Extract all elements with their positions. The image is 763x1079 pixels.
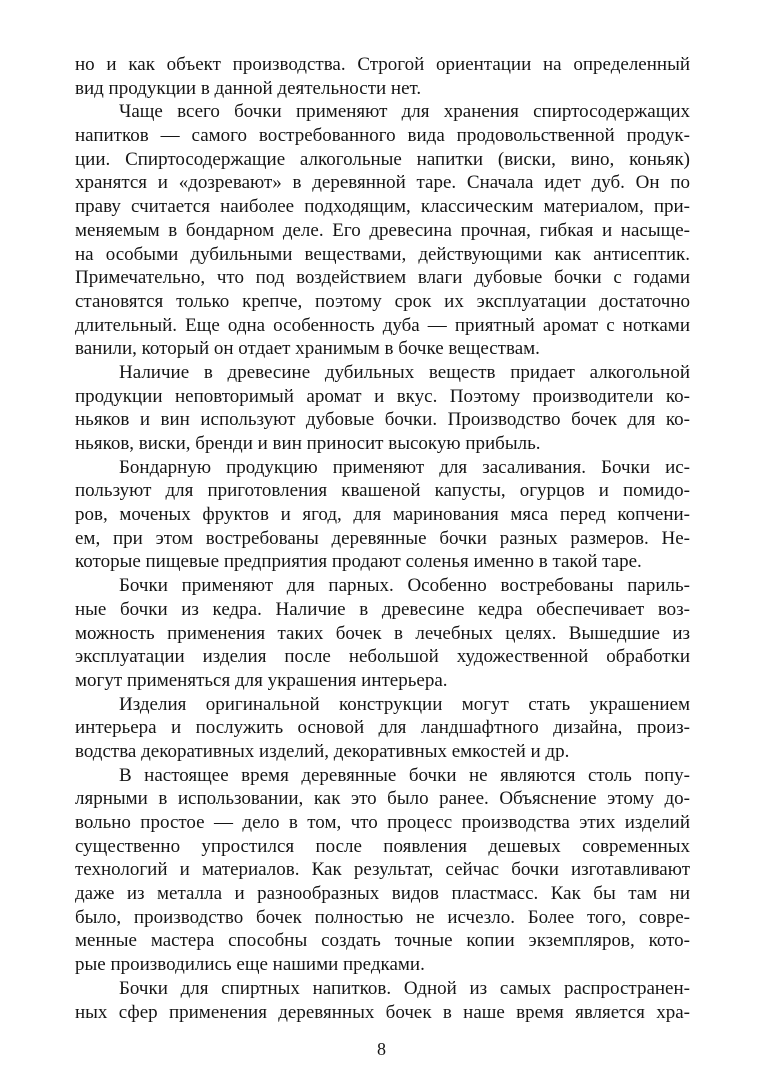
text-line: но и как объект производства. Строгой ориентации на определенный: [75, 54, 690, 75]
text-line: Примечательно, что под воздействием влаги дубовые бочки с годами: [75, 267, 690, 289]
text-line: праву считается наиболее подходящим, классическим материалом, при-: [75, 196, 690, 218]
paragraph-first-line: Бондарную продукцию применяют для засаливания. Бочки ис-: [119, 456, 690, 478]
text-line: меняемым в бондарном деле. Его древесина прочная, гибкая и насыще-: [75, 219, 690, 241]
text-line: пользуют для приготовления квашеной капусты, огурцов и помидо-: [75, 480, 690, 502]
paragraph-first-line: В настоящее время деревянные бочки не являются столь попу-: [119, 764, 690, 786]
text-line: менные мастера способны создать точные копии экземпляров, кото-: [75, 930, 690, 952]
text-line: могут применяться для украшения интерьера.: [75, 669, 448, 691]
text-line: интерьера и послужить основой для ландшафтного дизайна, произ-: [75, 717, 690, 739]
text-line: эксплуатации изделия после небольшой художественной обработки: [75, 646, 690, 668]
text-line: водства декоративных изделий, декоративных емкостей и др.: [75, 740, 570, 762]
text-line: становятся только крепче, поэтому срок их эксплуатации достаточно: [75, 290, 690, 312]
text-line: продукции неповторимый аромат и вкус. Поэтому производители ко-: [75, 385, 690, 407]
text-line: существенно упростился после появления дешевых современных: [75, 835, 690, 857]
paragraph-first-line: Наличие в древесине дубильных веществ придает алкогольной: [119, 361, 690, 383]
text-line: ем, при этом востребованы деревянные бочки разных размеров. Не-: [75, 527, 690, 549]
text-line: технологий и материалов. Как результат, сейчас бочки изготавливают: [75, 859, 690, 881]
text-line: ции. Спиртосодержащие алкогольные напитки (виски, вино, коньяк): [75, 148, 690, 170]
text-line: рые производились еще нашими предками.: [75, 954, 425, 976]
text-line: ньяков и вин используют дубовые бочки. Производство бочек для ко-: [75, 409, 690, 431]
text-line: ньяков, виски, бренди и вин приносит высокую прибыль.: [75, 433, 541, 454]
text-line: вольно простое — дело в том, что процесс производства этих изделий: [75, 812, 690, 833]
text-line: длительный. Еще одна особенность дуба — приятный аромат с нотками: [75, 314, 690, 336]
paragraph-first-line: Бочки для спиртных напитков. Одной из самых распространен-: [119, 977, 690, 999]
paragraph-first-line: Чаще всего бочки применяют для хранения спиртосодержащих: [119, 101, 690, 123]
text-line: ных сфер применения деревянных бочек в наше время является хра-: [75, 1001, 690, 1023]
text-line: даже из металла и разнообразных видов пластмасс. Как бы там ни: [75, 883, 690, 905]
page-number: 8: [377, 1039, 386, 1059]
paragraph-first-line: Изделия оригинальной конструкции могут стать украшением: [119, 693, 690, 715]
text-line: вид продукции в данной деятельности нет.: [75, 77, 422, 99]
text-line: ные бочки из кедра. Наличие в древесине кедра обеспечивает воз-: [75, 598, 690, 620]
text-line: лярными в использовании, как это было ранее. Объяснение этому до-: [75, 788, 690, 810]
text-line: на особыми дубильными веществами, действующими как антисептик.: [75, 243, 690, 265]
body-text: [75, 53, 690, 1024]
paragraph-first-line: Бочки применяют для парных. Особенно востребованы париль-: [119, 575, 690, 597]
text-line: ров, моченых фруктов и ягод, для маринования мяса перед копчени-: [75, 504, 690, 526]
text-line: хранятся и «дозревают» в деревянной таре. Сначала идет дуб. Он по: [75, 172, 690, 194]
text-line: можность применения таких бочек в лечебных целях. Вышедшие из: [75, 622, 690, 644]
text-line: было, производство бочек полностью не исчезло. Более того, совре-: [75, 906, 690, 928]
text-line: напитков — самого востребованного вида продовольственной продук-: [75, 125, 690, 147]
text-line: ванили, который он отдает хранимым в бочке веществам.: [75, 338, 540, 360]
text-line: которые пищевые предприятия продают соленья именно в такой таре.: [75, 551, 642, 573]
